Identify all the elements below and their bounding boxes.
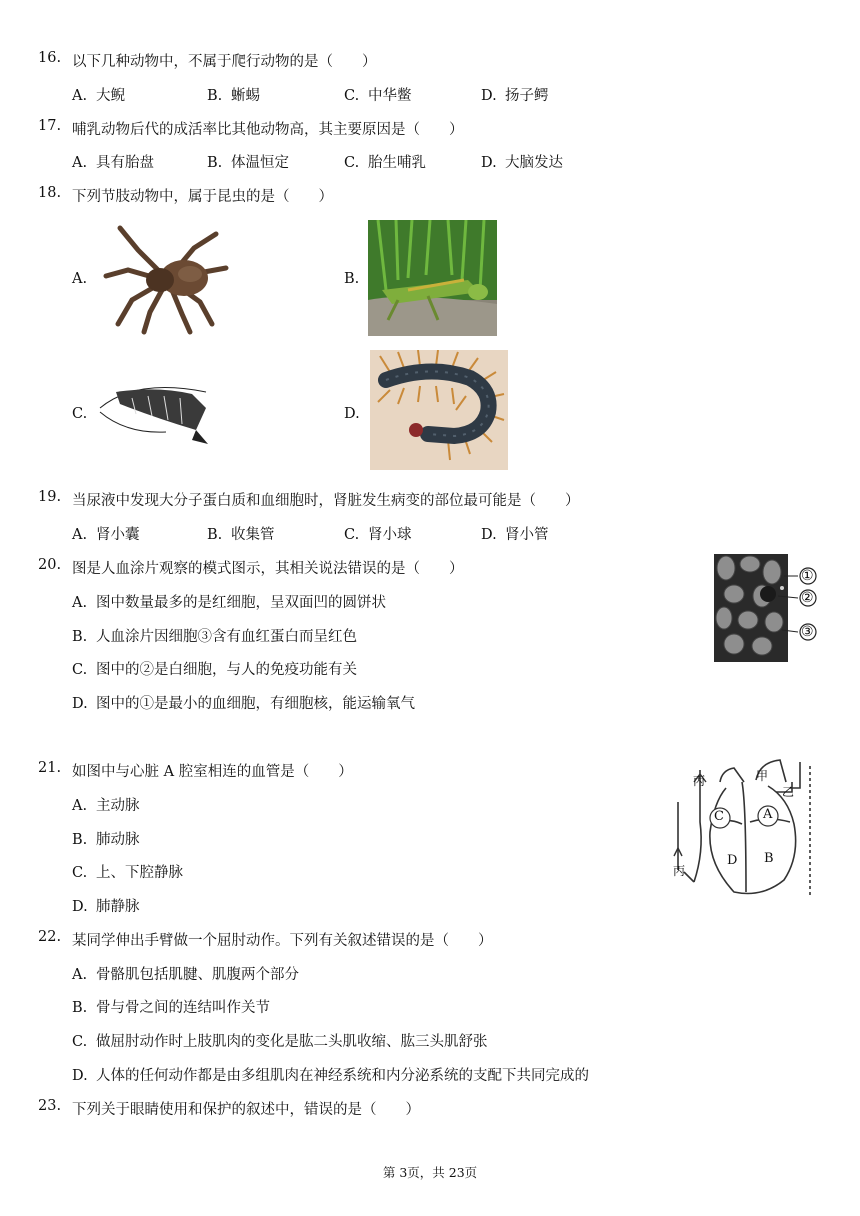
figure-label-bing-top: 丙 [693,774,706,788]
question-number: 18. [38,185,62,201]
option-c-label: C. [72,406,88,422]
question-text: 哺乳动物后代的成活率比其他动物高，其主要原因是（ ） [72,122,464,138]
figure-label-bing-bottom: 丙 [673,864,686,878]
question-text: 下列关于眼睛使用和保护的叙述中，错误的是（ ） [72,1102,420,1118]
option-d-label: D. [344,406,360,422]
figure-label-1: ① [801,568,814,584]
option-c: C. 做屈肘动作时上肢肌肉的变化是肱二头肌收缩、肱三头肌舒张 [72,1034,488,1050]
option-b: B. 蜥蜴 [207,88,260,104]
centipede-image [370,350,508,470]
figure-label-yi: 乙 [782,785,795,799]
question-number: 22. [38,929,62,945]
question-number: 17. [38,118,62,134]
option-b: B. 收集管 [207,527,275,543]
option-a: A. 具有胎盘 [72,155,154,171]
question-text: 以下几种动物中，不属于爬行动物的是（ ） [72,54,377,70]
option-a-label: A. [72,271,88,287]
option-d: D. 图中的①是最小的血细胞，有细胞核，能运输氧气 [72,696,415,712]
option-d: D. 扬子鳄 [481,88,549,104]
option-a: A. 骨骼肌包括肌腱、肌腹两个部分 [72,967,299,983]
option-d: D. 大脑发达 [481,155,563,171]
option-c: C. 中华鳖 [344,88,412,104]
option-d: D. 人体的任何动作都是由多组肌肉在神经系统和内分泌系统的支配下共同完成的 [72,1068,589,1084]
question-text: 如图中与心脏 A 腔室相连的血管是（ ） [72,764,353,780]
question-number: 16. [38,50,62,66]
figure-label-3: ③ [801,624,814,640]
question-text: 下列节肢动物中，属于昆虫的是（ ） [72,189,333,205]
option-c: C. 上、下腔静脉 [72,865,183,881]
option-c: C. 肾小球 [344,527,412,543]
question-number: 23. [38,1098,62,1114]
option-b: B. 骨与骨之间的连结叫作关节 [72,1000,270,1016]
grasshopper-image [368,220,497,336]
figure-label-c: C [714,809,724,824]
question-number: 19. [38,489,62,505]
option-a: A. 图中数量最多的是红细胞，呈双面凹的圆饼状 [72,595,386,611]
option-c: C. 胎生哺乳 [344,155,426,171]
question-text: 某同学伸出手臂做一个屈肘动作。下列有关叙述错误的是（ ） [72,933,493,949]
page-footer: 第 3页，共 23页 [382,1165,478,1180]
option-b: B. 体温恒定 [207,155,289,171]
option-d: D. 肾小管 [481,527,549,543]
option-b-label: B. [344,271,360,287]
option-a: A. 肾小囊 [72,527,140,543]
question-number: 20. [38,557,62,573]
tarantula-spider-image [98,220,232,336]
heart-diagram-figure [664,752,818,904]
question-number: 21. [38,760,62,776]
question-text: 图是人血涂片观察的模式图示，其相关说法错误的是（ ） [72,561,464,577]
question-text: 当尿液中发现大分子蛋白质和血细胞时，肾脏发生病变的部位最可能是（ ） [72,493,580,509]
option-a: A. 主动脉 [72,798,140,814]
option-b: B. 肺动脉 [72,832,140,848]
option-d: D. 肺静脉 [72,899,140,915]
option-a: A. 大鲵 [72,88,125,104]
figure-label-d: D [727,853,738,868]
figure-label-a: A [763,807,773,822]
shrimp-sketch-image [96,374,214,446]
figure-label-jia: 甲 [756,769,769,783]
option-b: B. 人血涂片因细胞③含有血红蛋白而呈红色 [72,629,357,645]
option-c: C. 图中的②是白细胞，与人的免疫功能有关 [72,662,357,678]
figure-label-2: ② [801,590,814,606]
figure-label-b: B [764,851,774,866]
